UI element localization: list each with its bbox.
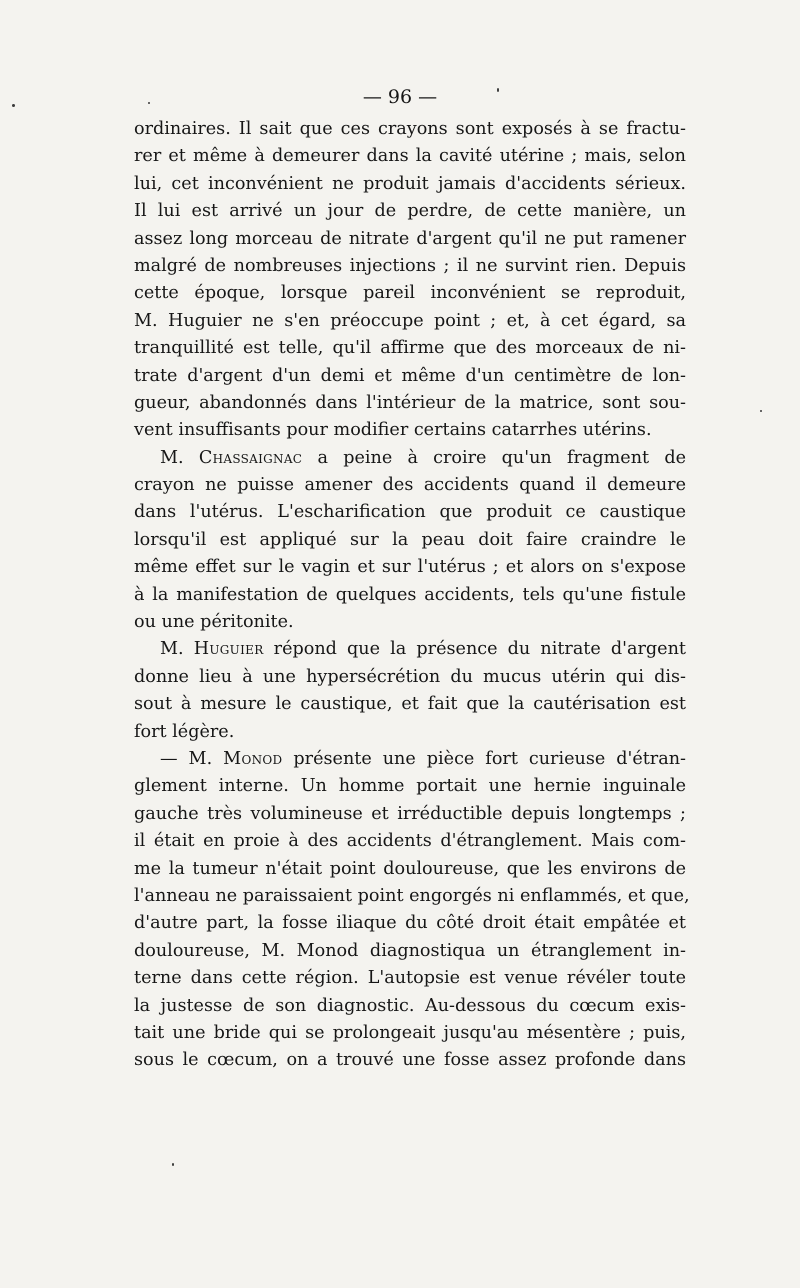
text-line-first [134,746,686,773]
text-line: cette époque, lorsque pareil inconvénient se reproduit, [134,283,686,304]
text-line: terne dans cette région. L'autopsie est venue révéler toute [134,968,686,989]
print-speck [148,102,150,104]
text-line: trate d'argent d'un demi et même d'un centimètre de lon- [134,365,686,386]
text-line: Il lui est arrivé un jour de perdre, de cette manière, un [134,201,686,222]
text-line: la justesse de son diagnostic. Au-dessous du cœcum exis- [134,995,686,1016]
line-rest: a peine à croire qu'un fragment de [302,447,687,468]
text-line-first [134,445,686,472]
text-line: lui, cet inconvénient ne produit jamais d'accidents sérieux. [134,173,686,194]
speaker-name: Chassaignac [198,447,303,468]
text-line: il était en proie à des accidents d'étranglement. Mais com- [134,831,686,852]
text-line: me la tumeur n'était point douloureuse, que les environs de [134,858,686,879]
print-speck [172,1163,174,1166]
paragraph-2 [134,445,686,637]
text-line: l'anneau ne paraissaient point engorgés ni enflammés, et que, [134,885,690,906]
text-line: lorsqu'il est appliqué sur la peau doit faire craindre le [134,529,686,550]
speaker-name: Huguier [193,639,264,660]
line-rest: présente une pièce fort curieuse d'étran- [282,748,686,769]
page-number: — 96 — [362,86,438,108]
paragraph-1 [134,116,686,445]
print-speck [497,88,499,92]
text-line: même effet sur le vagin et sur l'utérus ; et alors on s'expose [134,557,686,578]
text-line: crayon ne puisse amener des accidents quand il demeure [134,475,686,496]
speaker-prefix: M. [160,447,199,468]
text-line: tranquillité est telle, qu'il affirme que des morceaux de ni- [134,338,686,359]
speaker-prefix: M. [160,639,194,660]
text-line: sous le cœcum, on a trouvé une fosse assez profonde dans [134,1050,686,1071]
text-line: donne lieu à une hypersécrétion du mucus utérin qui dis- [134,666,686,687]
speaker-name: Monod [223,748,283,769]
text-line: tait une bride qui se prolongeait jusqu'au mésentère ; puis, [134,1022,686,1043]
text-line: assez long morceau de nitrate d'argent qu'il ne put ramener [134,228,686,249]
text-line: à la manifestation de quelques accidents, tels qu'une fistule [134,584,686,605]
paragraph-4 [134,746,690,1075]
text-line: ordinaires. Il sait que ces crayons sont exposés à se fractu- [134,119,686,139]
text-line: M. Huguier ne s'en préoccupe point ; et, à cet égard, sa [134,310,686,331]
text-line: sout à mesure le caustique, et fait que la cautérisation est [134,694,686,715]
text-line-first [134,636,686,663]
print-speck [12,104,15,107]
text-line: rer et même à demeurer dans la cavité utérine ; mais, selon [134,146,686,167]
text-line: d'autre part, la fosse iliaque du côté droit était empâtée et [134,913,686,934]
text-line: malgré de nombreuses injections ; il ne survint rien. Depuis [134,255,686,276]
text-line: ou une péritonite. [134,612,294,633]
text-line: douloureuse, M. Monod diagnostiqua un étranglement in- [134,940,686,961]
text-line: fort légère. [134,721,235,742]
text-line: gauche très volumineuse et irréductible depuis longtemps ; [134,803,686,824]
line-rest: répond que la présence du nitrate d'argent [263,639,686,660]
text-line: vent insuffisants pour modifier certains catarrhes utérins. [134,420,652,441]
text-line: glement interne. Un homme portait une hernie inguinale [134,776,686,797]
speaker-prefix: — M. [160,748,224,769]
print-speck [760,410,762,412]
body-text [134,116,690,1075]
text-line: dans l'utérus. L'escharification que produit ce caustique [134,502,686,523]
text-line: gueur, abandonnés dans l'intérieur de la matrice, sont sou- [134,392,686,413]
paragraph-3 [134,636,686,746]
